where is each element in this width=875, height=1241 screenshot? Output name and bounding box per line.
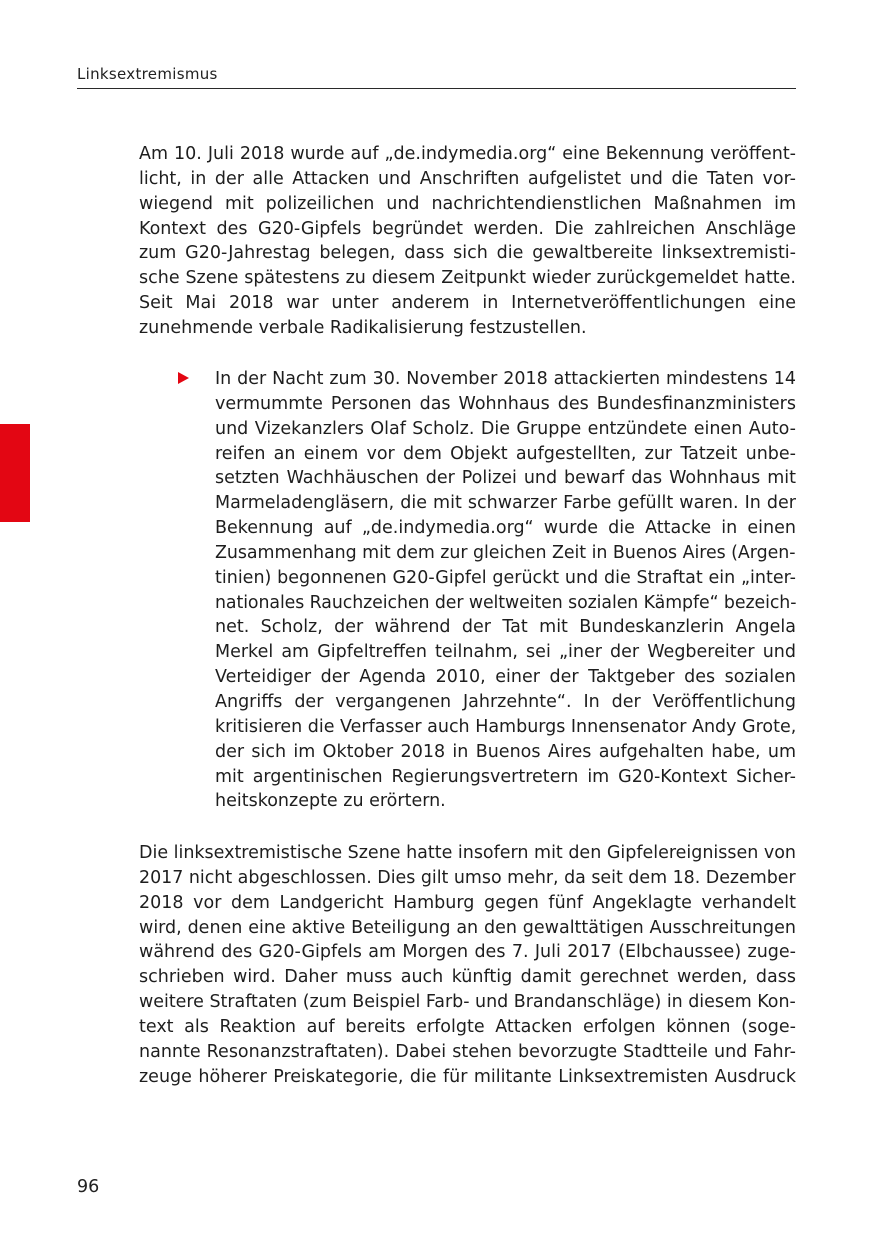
paragraph-line: Seit Mai 2018 war unter anderem in Internetveröffentlichungen eine (139, 293, 796, 314)
paragraph-line: 2017 nicht abgeschlossen. Dies gilt umso mehr, da seit dem 18. Dezember (139, 867, 796, 888)
paragraph-line: wird, denen eine aktive Beteiligung an den gewalttätigen Ausschreitungen (139, 917, 796, 938)
paragraph-1 (139, 142, 796, 341)
bullet-line: net. Scholz, der während der Tat mit Bundeskanzlerin Angela (215, 617, 796, 638)
bullet-line: kritisieren die Verfasser auch Hamburgs Innensenator Andy Grote, (215, 716, 797, 737)
paragraph-line: zunehmende verbale Radikalisierung festzustellen. (139, 317, 587, 338)
paragraph-line: wiegend mit polizeilichen und nachrichtendienstlichen Maßnahmen im (139, 193, 796, 214)
bullet-line: Angriffs der vergangenen Jahrzehnte“. In der Veröffentlichung (215, 691, 796, 712)
bullet-line: In der Nacht zum 30. November 2018 attackierten mindestens 14 (215, 369, 796, 389)
bullet-line: der sich im Oktober 2018 in Buenos Aires aufgehalten habe, um (215, 741, 796, 762)
section-tab-marker (0, 424, 30, 522)
paragraph-line: zum G20-Jahrestag belegen, dass sich die gewaltbereite linksextremisti- (139, 243, 796, 264)
paragraph-2 (139, 841, 796, 1089)
bullet-line: Verteidiger der Agenda 2010, einer der Taktgeber des sozialen (215, 667, 796, 688)
bullet-line: tinien) begonnenen G20-Gipfel gerückt und die Straftat ein „inter- (215, 567, 796, 588)
bullet-line: mit argentinischen Regierungsvertretern im G20-Kontext Sicher- (215, 766, 796, 787)
paragraph-line: während des G20-Gipfels am Morgen des 7. Juli 2017 (Elbchaussee) zuge- (139, 942, 796, 963)
bullet-line: und Vizekanzlers Olaf Scholz. Die Gruppe entzündete einen Auto- (215, 418, 796, 439)
triangle-right-icon (178, 372, 189, 384)
paragraph-line: Kontext des G20-Gipfels begründet werden. Die zahlreichen Anschläge (139, 218, 796, 239)
bullet-line: Marmeladengläsern, die mit schwarzer Farbe gefüllt waren. In der (215, 493, 796, 514)
paragraph-line: Die linksextremistische Szene hatte insofern mit den Gipfelereignissen von (139, 843, 797, 863)
bullet-line: Bekennung auf „de.indymedia.org“ wurde die Attacke in einen (215, 518, 796, 539)
paragraph-line: zeuge höherer Preiskategorie, die für militante Linksextremisten Ausdruck (139, 1066, 796, 1087)
paragraph-line: schrieben wird. Daher muss auch künftig damit gerechnet werden, dass (139, 967, 796, 988)
header-rule (77, 88, 796, 89)
paragraph-line: text als Reaktion auf bereits erfolgte Attacken erfolgen können (soge- (139, 1016, 796, 1037)
paragraph-line: Am 10. Juli 2018 wurde auf „de.indymedia.org“ eine Bekennung veröffent- (139, 144, 796, 164)
bullet-line: vermummte Personen das Wohnhaus des Bundesfinanzministers (215, 393, 796, 414)
paragraph-line: sche Szene spätestens zu diesem Zeitpunkt wieder zurückgemeldet hatte. (139, 268, 796, 289)
bullet-line: heitskonzepte zu erörtern. (215, 791, 446, 812)
paragraph-line: licht, in der alle Attacken und Anschriften aufgelistet und die Taten vor- (139, 168, 796, 189)
bullet-line: Zusammenhang mit dem zur gleichen Zeit in Buenos Aires (Argen- (215, 542, 796, 563)
page-number: 96 (77, 1177, 100, 1197)
paragraph-line: nannte Resonanzstraftaten). Dabei stehen bevorzugte Stadtteile und Fahr- (139, 1041, 796, 1062)
paragraph-line: 2018 vor dem Landgericht Hamburg gegen fünf Angeklagte verhandelt (139, 892, 796, 913)
bullet-item (215, 367, 796, 814)
running-title: Linksextremismus (77, 65, 218, 83)
bullet-line: Merkel am Gipfeltreffen teilnahm, sei „iner der Wegbereiter und (215, 642, 796, 663)
bullet-line: reifen an einem vor dem Objekt aufgestellten, zur Tatzeit unbe- (215, 443, 796, 464)
bullet-line: setzten Wachhäuschen der Polizei und bewarf das Wohnhaus mit (215, 468, 796, 489)
bullet-line: nationales Rauchzeichen der weltweiten sozialen Kämpfe“ bezeich- (215, 592, 797, 613)
paragraph-line: weitere Straftaten (zum Beispiel Farb- und Brandanschläge) in diesem Kon- (139, 992, 796, 1013)
